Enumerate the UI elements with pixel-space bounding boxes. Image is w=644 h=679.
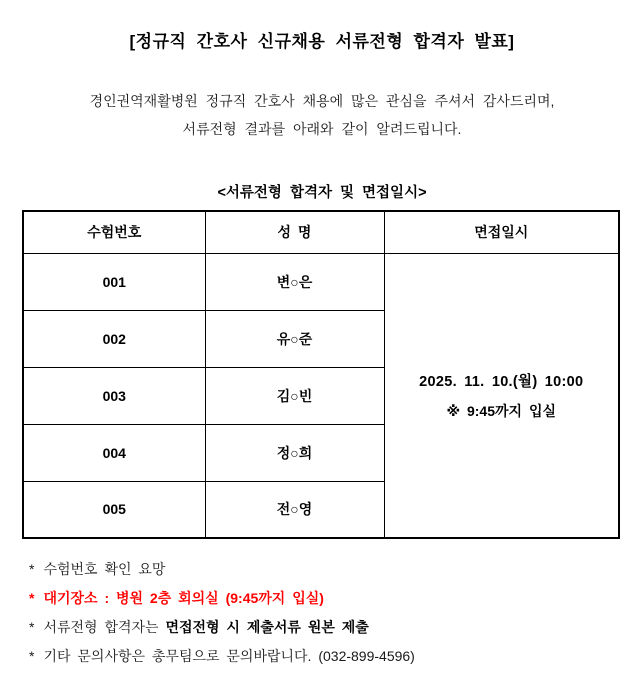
note-exam-number-check [29, 560, 415, 578]
note-contact [29, 647, 415, 665]
exam-number-cell: 005 [23, 481, 205, 538]
asterisk-bullet: * [29, 561, 35, 577]
asterisk-bullet: * [29, 648, 35, 664]
pass-list-table [22, 210, 620, 539]
name-cell: 유○준 [205, 310, 384, 367]
name-cell: 김○빈 [205, 367, 384, 424]
table-caption: <서류전형 합격자 및 면접일시> [217, 185, 427, 201]
note-document-submission [29, 618, 415, 636]
asterisk-bullet: * [29, 590, 35, 606]
exam-number-cell: 001 [23, 253, 205, 310]
header-interview-datetime: 면접일시 [384, 211, 619, 253]
header-exam-number: 수험번호 [23, 211, 205, 253]
name-cell: 정○희 [205, 424, 384, 481]
exam-number-cell: 004 [23, 424, 205, 481]
name-cell: 변○은 [205, 253, 384, 310]
note-text-bold: 면접전형 시 제출서류 원본 제출 [165, 619, 369, 635]
footer-notes [29, 560, 415, 676]
note-waiting-room [29, 589, 415, 607]
asterisk-bullet: * [29, 619, 35, 635]
interview-datetime-cell [384, 253, 619, 538]
name-cell: 전○영 [205, 481, 384, 538]
header-name: 성 명 [205, 211, 384, 253]
table-row [23, 253, 619, 310]
exam-number-cell: 002 [23, 310, 205, 367]
intro-line-2: 서류전형 결과를 아래와 같이 알려드립니다. [182, 121, 462, 137]
intro-paragraph [0, 93, 644, 149]
table-header-row [23, 211, 619, 253]
interview-entry-note: ※ 9:45까지 입실 [446, 402, 556, 419]
note-text: 서류전형 합격자는 [43, 619, 166, 635]
note-text: 수험번호 확인 요망 [43, 561, 166, 577]
note-text: 기타 문의사항은 총무팀으로 문의바랍니다. (032-899-4596) [43, 648, 415, 664]
note-text: 대기장소 : 병원 2층 회의실 (9:45까지 입실) [43, 590, 324, 606]
interview-date: 2025. 11. 10.(월) 10:00 [419, 373, 584, 390]
exam-number-cell: 003 [23, 367, 205, 424]
document-title: [정규직 간호사 신규채용 서류전형 합격자 발표] [129, 32, 515, 51]
intro-line-1: 경인권역재활병원 정규직 간호사 채용에 많은 관심을 주셔서 감사드리며, [89, 93, 555, 109]
